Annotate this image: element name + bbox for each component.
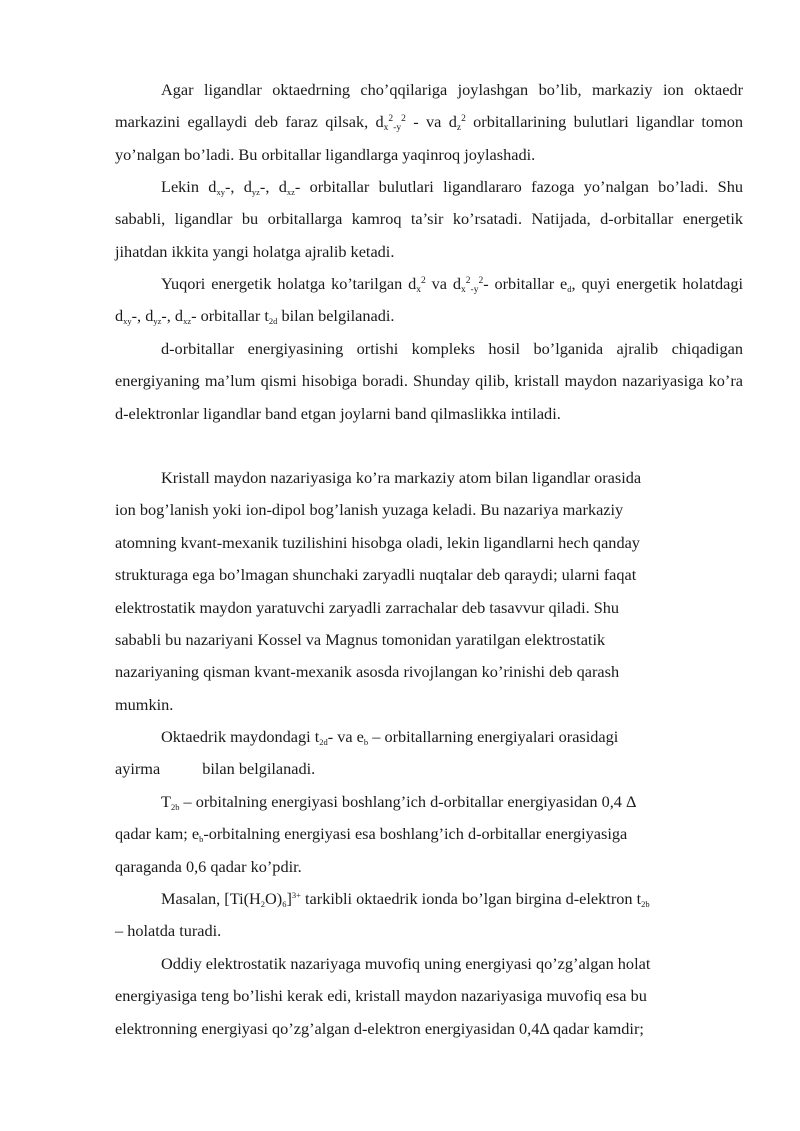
text-run: , quyi energetik holatdagi d [115, 274, 743, 326]
text-line: elektrostatik maydon yaratuvchi zaryadli zarrachalar deb tasavvur qiladi. Shu [115, 597, 620, 617]
subscript: x [383, 123, 389, 134]
text-run: Masalan, [Ti(H [161, 889, 261, 908]
subscript: z [456, 123, 462, 134]
text-run: ayirma [115, 759, 161, 779]
text-run: -, d [259, 177, 287, 196]
text-line [115, 753, 743, 785]
superscript: 3+ [291, 890, 301, 900]
superscript: 2 [478, 276, 484, 286]
text-run: Yuqori energetik holatga ko’tarilgan d [161, 274, 417, 293]
text-line: qaraganda 0,6 qadar ko’pdir. [115, 856, 302, 876]
text-run: - orbitallar e [483, 274, 568, 293]
text-run: - va e [327, 727, 364, 746]
subscript: 6 [282, 899, 287, 909]
text-line: energiyasiga teng bo’lishi kerak edi, kristall maydon nazariyasiga muvofiq esa bu [115, 986, 647, 1006]
subscript: xy [123, 316, 132, 327]
subscript: xy [216, 187, 225, 197]
text-run: va d [425, 274, 462, 293]
text-run: -, d [224, 177, 252, 196]
subscript: xz [183, 316, 192, 327]
subscript: 2d [319, 737, 328, 747]
paragraph-electrostatic-comparison [115, 948, 743, 1045]
text-run: qadar kam; e [115, 824, 200, 844]
text-line: mumkin. [115, 694, 174, 714]
superscript: 2 [421, 276, 426, 286]
text-run: orbitallarining bulutlari ligandlar tomon yo’nalgan bo’ladi. Bu orbitallar ligandlarga yaqinroq joylashadi. [115, 112, 744, 164]
text-run: -, d [131, 306, 154, 326]
text-run: tarkibli oktaedrik ionda bo’lgan birgina d-elektron t [300, 889, 642, 908]
subscript: -y [393, 123, 402, 134]
paragraph-energy-levels [115, 268, 743, 333]
text-run: - va d [405, 112, 457, 132]
subscript: 2b [170, 802, 180, 812]
paragraph-splitting-energy [115, 721, 743, 786]
subscript: yz [251, 187, 260, 197]
text-line: strukturaga ega bo’lmagan shunchaki zaryadli nuqtalar deb qaraydi; ularni faqat [115, 565, 637, 585]
text-line [115, 818, 743, 850]
paragraph-octahedral-ligands [115, 74, 743, 171]
subscript: 2d [268, 316, 278, 327]
text-run: T [161, 792, 171, 811]
text-run: -, d [161, 306, 184, 326]
text-line: Oddiy elektrostatik nazariyaga muvofiq uning energiyasi qo’zg’algan holat [161, 954, 651, 973]
subscript: 2b [641, 899, 650, 909]
superscript: 2 [401, 114, 406, 125]
text-run: -orbitalning energiyasi esa boshlang’ich d-orbitallar energiyasiga [203, 824, 628, 844]
paragraph-interligand-orbitals [115, 171, 743, 268]
superscript: 2 [388, 114, 394, 125]
superscript: 2 [461, 114, 466, 125]
text-run: Lekin d [161, 177, 217, 196]
paragraph-d-orbital-energy: d-orbitallar energiyasining ortishi kompleks hosil bo’lganida ajralib chiqadigan energiyaning ma’lum qismi hisobiga boradi. Shunday qilib, kristall maydon nazariyasiga ko’ra d-elektronlar ligandlar band etgan joylarni band qilmaslikka intiladi. [115, 339, 743, 423]
text-run: bilan belgilanadi. [202, 759, 316, 779]
text-line: elektronning energiyasi qo’zg’algan d-elektron energiyasidan 0,4Δ qadar kamdir; [115, 1018, 644, 1038]
paragraph-titanium-example [115, 883, 743, 948]
text-run: – orbitallarning energiyalari orasidagi [368, 727, 619, 746]
text-line: sababli bu nazariyani Kossel va Magnus tomonidan yaratilgan elektrostatik [115, 630, 606, 650]
text-run: bilan belgilanadi. [277, 306, 395, 326]
text-line: atomning kvant-mexanik tuzilishini hisobga oladi, lekin ligandlarni hech qanday [115, 532, 640, 552]
subscript: 2 [260, 899, 266, 909]
subscript: b [199, 834, 204, 845]
text-line [115, 721, 743, 753]
paragraph-t2b-energy [115, 786, 743, 883]
subscript: -y [470, 285, 479, 295]
text-run: Oktaedrik maydondagi t [161, 727, 320, 746]
text-run: - orbitallar bulutlari ligandlararo fazoga yo’nalgan bo’ladi. Shu sababli, ligandlar bu orbitallarga kamroq ta’sir ko’rsatadi. Natijada, d-orbitallar energetik jihatdan ikkita yangi holatga ajralib ketadi. [115, 177, 744, 261]
text-line: – holatda turadi. [115, 921, 222, 941]
text-line: ion bog’lanish yoki ion-dipol bog’lanish yuzaga keladi. Bu nazariya markaziy [115, 500, 624, 520]
text-line: Kristall maydon nazariyasiga ko’ra markaziy atom bilan ligandlar orasida [161, 468, 642, 487]
text-run: O) [265, 889, 283, 908]
text-run: - orbitallar t [191, 306, 269, 326]
subscript: xz [286, 187, 295, 197]
text-run: Agar ligandlar oktaedrning cho’qqilariga joylashgan bo’lib, markaziy ion oktaedr markazini egallaydi deb faraz qilsak, d [115, 80, 743, 132]
paragraph-crystal-field-theory [115, 462, 743, 721]
text-run: – orbitalning energiyasi boshlang’ich d-orbitallar energiyasidan 0,4 Δ [179, 792, 637, 811]
text-line [115, 786, 743, 818]
subscript: b [363, 737, 369, 747]
subscript: x [461, 285, 466, 295]
text-line: nazariyaning qisman kvant-mexanik asosda rivojlangan ko’rinishi deb qarash [115, 662, 620, 682]
subscript: d [567, 284, 572, 294]
text-run: ] [286, 889, 292, 908]
subscript: x [416, 285, 422, 295]
text-line [115, 883, 743, 915]
subscript: yz [153, 316, 162, 327]
superscript: 2 [465, 276, 471, 286]
